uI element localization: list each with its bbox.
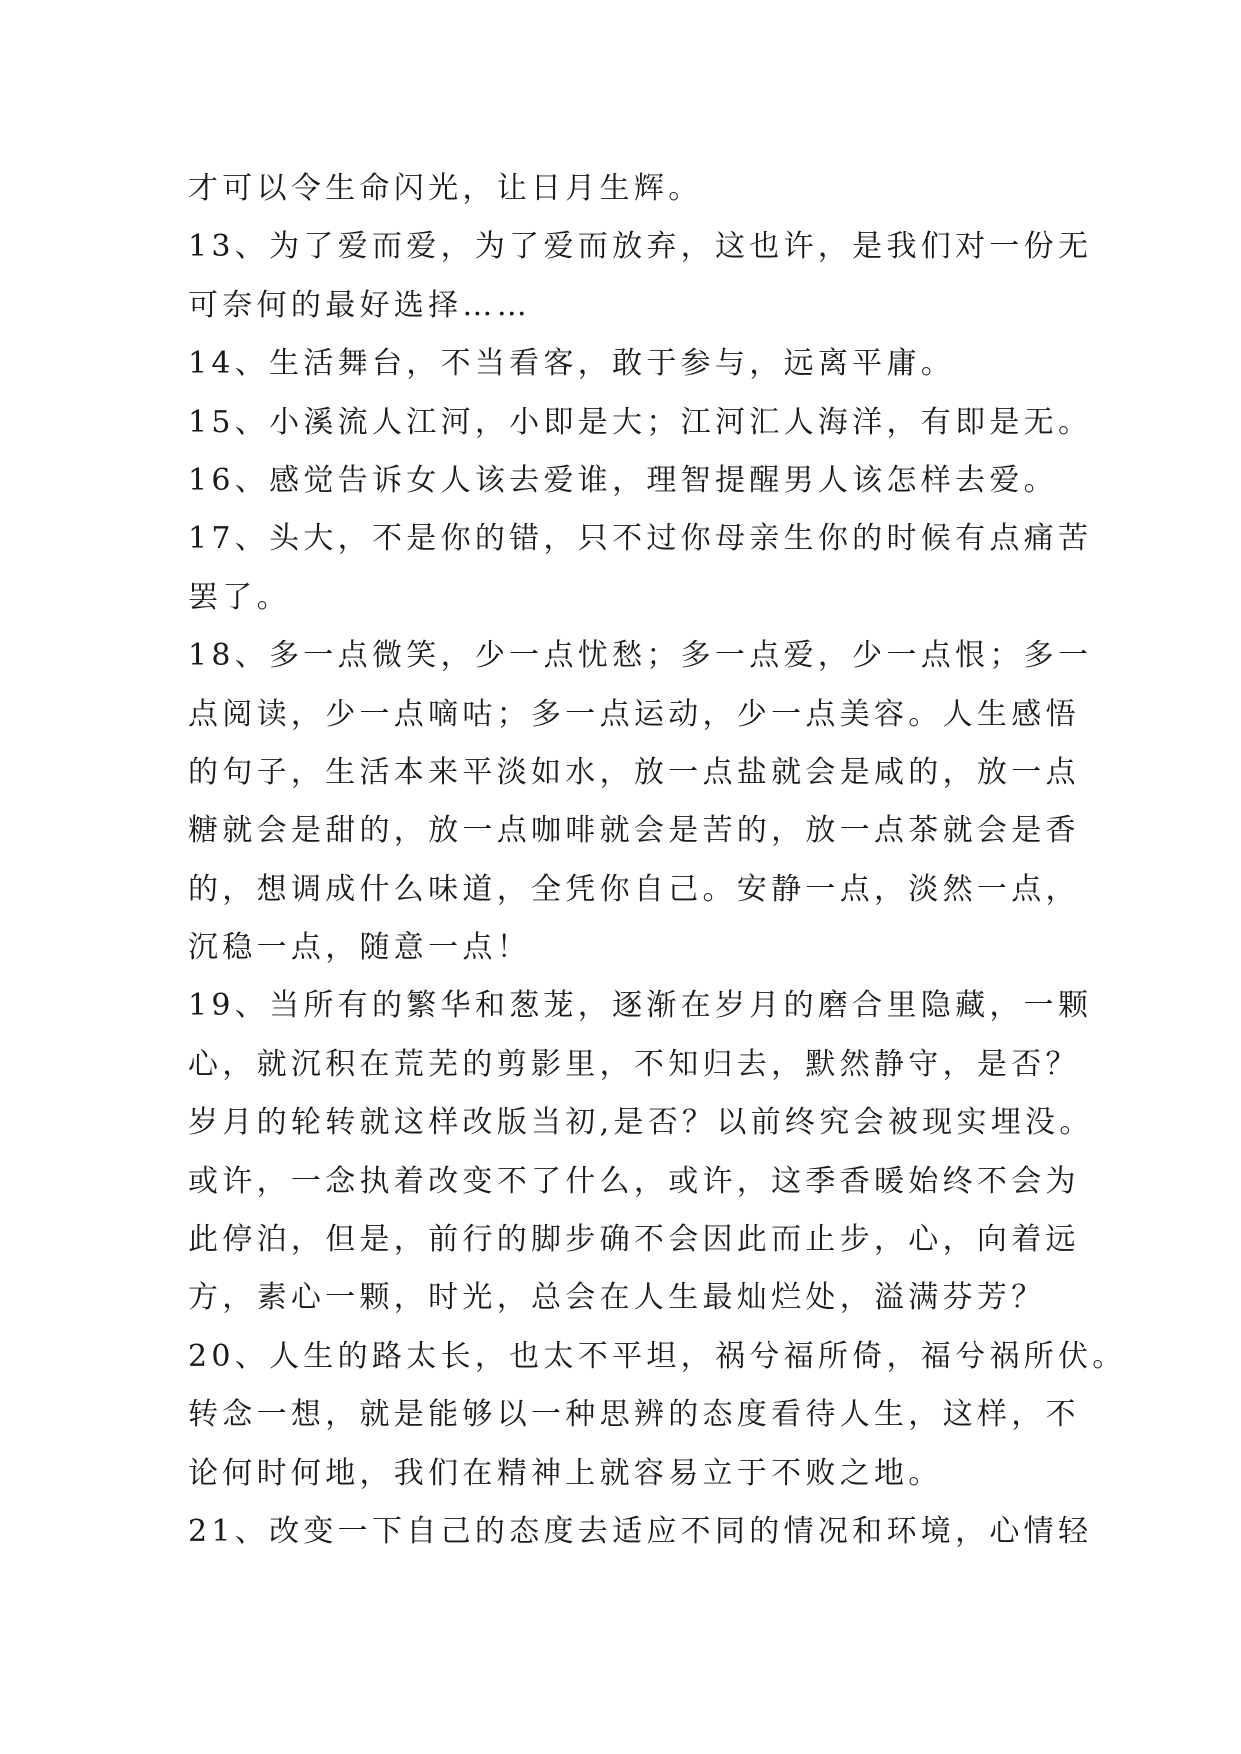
text-line: 18、多一点微笑，少一点忧愁；多一点爱，少一点恨；多一 <box>188 638 1093 674</box>
text-line: 此停泊，但是，前行的脚步确不会因此而止步，心，向着远 <box>188 1222 1080 1258</box>
text-line: 13、为了爱而爱，为了爱而放弃，这也许，是我们对一份无 <box>188 229 1093 265</box>
text-line: 15、小溪流人江河，小即是大；江河汇人海洋，有即是无。 <box>188 404 1093 440</box>
text-line: 罢了。 <box>188 579 291 615</box>
text-line: 20、人生的路太长，也太不平坦，祸兮福所倚，福兮祸所伏。 <box>188 1338 1127 1374</box>
text-line: 岁月的轮转就这样改版当初,是否？以前终究会被现实埋没。 <box>188 1105 1094 1141</box>
text-line: 论何时何地，我们在精神上就容易立于不败之地。 <box>188 1455 943 1491</box>
text-line: 16、感觉告诉女人该去爱谁，理智提醒男人该怎样去爱。 <box>188 462 1058 498</box>
text-line: 转念一想，就是能够以一种思辨的态度看待人生，这样，不 <box>188 1397 1080 1433</box>
text-line: 可奈何的最好选择…… <box>188 287 531 323</box>
text-line: 17、头大，不是你的错，只不过你母亲生你的时候有点痛苦 <box>188 521 1093 557</box>
text-line: 方，素心一颗，时光，总会在人生最灿烂处，溢满芬芳？ <box>188 1280 1046 1316</box>
text-line: 糖就会是甜的，放一点咖啡就会是苦的，放一点茶就会是香 <box>188 813 1080 849</box>
text-line: 或许，一念执着改变不了什么，或许，这季香暖始终不会为 <box>188 1163 1080 1199</box>
text-line: 21、改变一下自己的态度去适应不同的情况和环境，心情轻 <box>188 1513 1093 1549</box>
text-line: 沉稳一点，随意一点！ <box>188 930 531 966</box>
text-line: 的，想调成什么味道，全凭你自己。安静一点，淡然一点， <box>188 871 1080 907</box>
text-line: 才可以令生命闪光，让日月生辉。 <box>188 171 703 206</box>
text-line: 14、生活舞台，不当看客，敢于参与，远离平庸。 <box>188 346 956 382</box>
document-body <box>188 160 1127 1561</box>
text-line: 的句子，生活本来平淡如水，放一点盐就会是咸的，放一点 <box>188 754 1080 790</box>
text-line: 19、当所有的繁华和葱茏，逐渐在岁月的磨合里隐藏，一颗 <box>188 988 1093 1024</box>
text-line: 心，就沉积在荒芜的剪影里，不知归去，默然静守，是否？ <box>188 1046 1080 1082</box>
text-line: 点阅读，少一点嘀咕；多一点运动，少一点美容。人生感悟 <box>188 696 1080 732</box>
